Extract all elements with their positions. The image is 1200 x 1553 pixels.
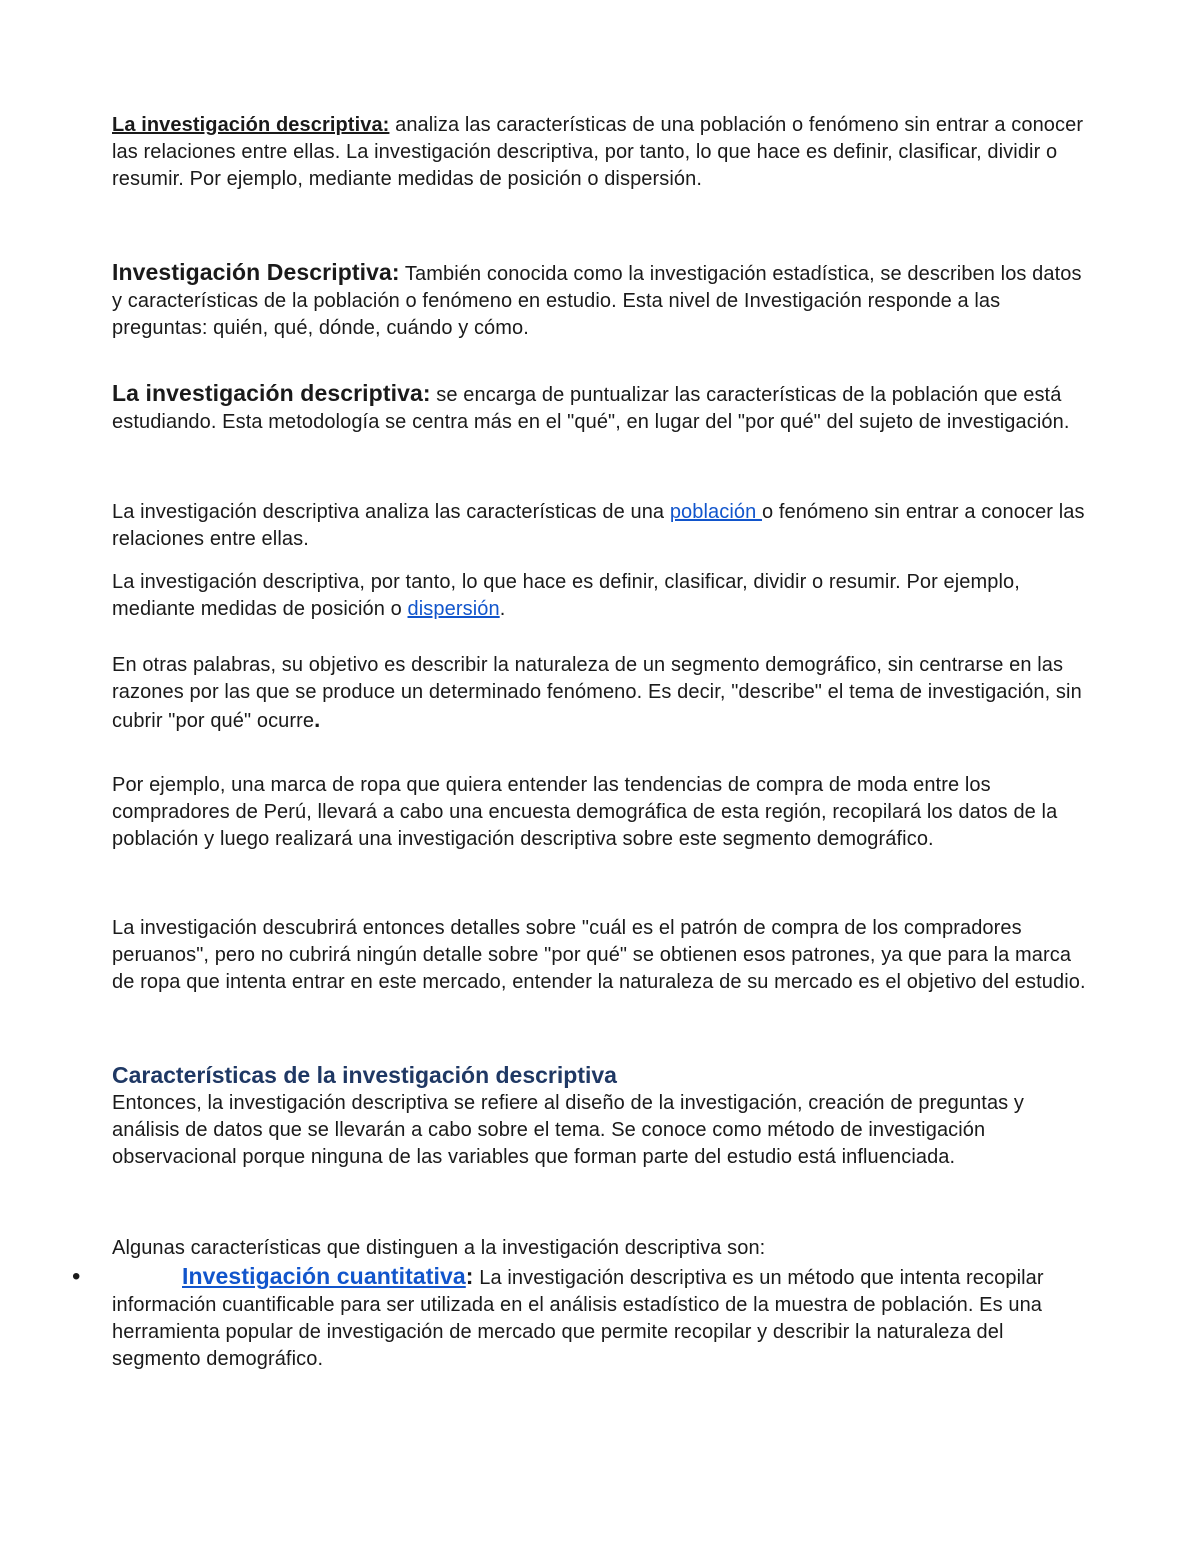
paragraph-1 [112, 112, 1092, 193]
paragraph-1-lead: La investigación descriptiva: [112, 114, 390, 136]
poblacion-link[interactable]: población [669, 501, 762, 523]
paragraph-2-body: También conocida como la investigación estadística, se describen los datos y características de la población o fenómeno en estudio. Esta nivel de Investigación responde a las preguntas: quién, qué, dónde, cuándo y cómo. [112, 263, 1082, 339]
paragraph-4-after: o fenómeno sin entrar a conocer las relaciones entre ellas. [112, 501, 1085, 550]
paragraph-3-lead: La investigación descriptiva: [112, 380, 431, 406]
section-body: Entonces, la investigación descriptiva se refiere al diseño de la investigación, creación de preguntas y análisis de datos que se llevarán a cabo sobre el tema. Se conoce como método de investigación observacional porque ninguna de las variables que forman parte del estudio está influenciada. [112, 1092, 1025, 1168]
paragraph-1-body: analiza las características de una población o fenómeno sin entrar a conocer las relaciones entre ellas. La investigación descriptiva, por tanto, lo que hace es definir, clasificar, dividir o resumir. Por ejemplo, mediante medidas de posición o dispersión. [112, 114, 1084, 190]
paragraph-4 [112, 499, 1092, 553]
bullet-list [72, 1263, 1092, 1373]
paragraph-5 [112, 569, 1092, 623]
paragraph-5-after: . [499, 598, 506, 620]
bullet-body: La investigación descriptiva es un método que intenta recopilar información cuantificable para ser utilizada en el análisis estadístico de la muestra de población. Es una herramienta popular de investigación de mercado que permite recopilar y describir la naturaleza del segmento demográfico. [112, 1267, 1044, 1370]
list-intro: Algunas características que distinguen a la investigación descriptiva son: [112, 1237, 766, 1259]
paragraph-5-before: La investigación descriptiva, por tanto, lo que hace es definir, clasificar, dividir o resumir. Por ejemplo, mediante medidas de posición o [112, 571, 1020, 620]
paragraph-6-end: . [314, 707, 321, 732]
paragraph-6 [112, 652, 1092, 735]
bullet-item [112, 1263, 1092, 1373]
investigacion-cuantitativa-link[interactable]: Investigación cuantitativa [182, 1263, 466, 1289]
dispersion-link[interactable]: dispersión [407, 598, 500, 620]
paragraph-2-lead: Investigación Descriptiva: [112, 259, 400, 285]
paragraph-7: Por ejemplo, una marca de ropa que quiera entender las tendencias de compra de moda entre los compradores de Perú, llevará a cabo una encuesta demográfica de esta región, recopilará los datos de la población y luego realizará una investigación descriptiva sobre este segmento demográfico. [112, 774, 1058, 850]
section-heading: Características de la investigación descriptiva [112, 1062, 617, 1088]
paragraph-3 [112, 380, 1092, 436]
paragraph-2 [112, 259, 1092, 342]
paragraph-8: La investigación descubrirá entonces detalles sobre "cuál es el patrón de compra de los compradores peruanos", pero no cubrirá ningún detalle sobre "por qué" se obtienen esos patrones, ya que para la marca de ropa que intenta entrar en este mercado, entender la naturaleza de su mercado es el objetivo del estudio. [112, 917, 1086, 993]
paragraph-4-before: La investigación descriptiva analiza las características de una [112, 501, 670, 523]
paragraph-6-body: En otras palabras, su objetivo es describir la naturaleza de un segmento demográfico, sin centrarse en las razones por las que se produce un determinado fenómeno. Es decir, "describe" el tema de investigación, sin cubrir "por qué" ocurre [112, 654, 1082, 732]
bullet-marker: • [72, 1263, 81, 1290]
bullet-colon: : [465, 1263, 474, 1289]
paragraph-3-body: se encarga de puntualizar las características de la población que está estudiando. Esta metodología se centra más en el "qué", en lugar del "por qué" del sujeto de investigación. [112, 384, 1070, 433]
